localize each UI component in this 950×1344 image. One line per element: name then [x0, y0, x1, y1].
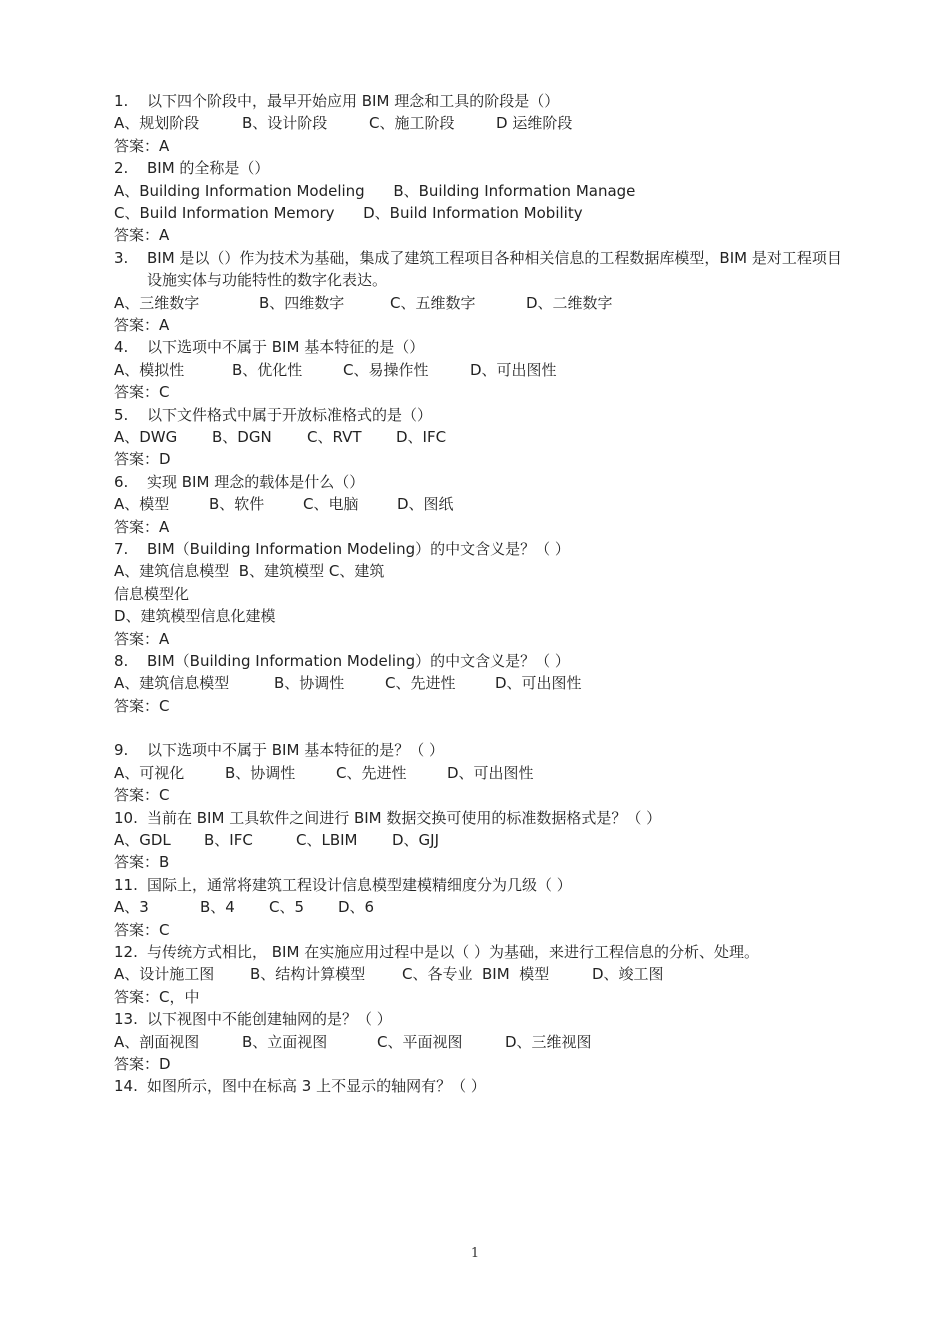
answer-line: 答案：A [114, 315, 170, 334]
option-d: D、二维数字 [526, 293, 613, 312]
question-text [114, 538, 854, 560]
question-stem: BIM 是以（）作为技术为基础，集成了建筑工程项目各种相关信息的工程数据库模型，BIM 是对工程项目设施实体与功能特性的数字化表达。 [147, 248, 842, 290]
question-block [114, 90, 854, 157]
option-b: B、4 [200, 898, 235, 917]
question-stem: 以下文件格式中属于开放标准格式的是（） [147, 405, 433, 424]
question-stem: 以下选项中不属于 BIM 基本特征的是（） [147, 338, 425, 357]
option-b: B、结构计算模型 [250, 965, 366, 984]
option-d: D 运维阶段 [496, 114, 573, 133]
question-text [114, 336, 854, 358]
question-number: 13. [114, 1010, 138, 1029]
question-block [114, 1008, 854, 1075]
question-stem: 国际上，通常将建筑工程设计信息模型建模精细度分为几级（ ） [147, 875, 572, 894]
option-row [114, 963, 854, 985]
option-d: D、GJJ [392, 831, 440, 850]
option-c: C、RVT [307, 427, 362, 446]
option-d: D、图纸 [397, 495, 454, 514]
question-block [114, 941, 854, 1008]
question-number: 4. [114, 338, 129, 357]
answer-line: 答案：A [114, 226, 170, 245]
page-number: 1 [470, 1246, 480, 1261]
question-number: 14. [114, 1077, 138, 1096]
option-c: C、各专业 BIM 模型 [402, 965, 550, 984]
question-stem: 以下选项中不属于 BIM 基本特征的是？（ ） [147, 741, 444, 760]
answer-line: 答案：C，中 [114, 987, 200, 1006]
question-stem: 以下视图中不能创建轴网的是？（ ） [147, 1010, 392, 1029]
option-row [114, 493, 854, 515]
question-number: 1. [114, 92, 129, 110]
question-number: 10. [114, 808, 138, 827]
question-block [114, 874, 854, 941]
answer-line: 答案：C [114, 786, 170, 805]
answer-line: 答案：A [114, 136, 170, 155]
option-line: A、建筑信息模型 B、建筑模型 C、建筑 [114, 562, 385, 581]
option-d: D、可出图性 [495, 674, 582, 693]
question-number: 2. [114, 159, 129, 178]
option-a: A、DWG [114, 427, 178, 446]
option-d: D、三维视图 [505, 1032, 592, 1051]
answer-line: 答案：C [114, 920, 170, 939]
question-block [114, 807, 854, 874]
option-row [114, 762, 854, 784]
question-block [114, 1075, 854, 1097]
option-line: C、Build Information Memory D、Build Information Mobility [114, 203, 583, 222]
question-text [114, 874, 854, 896]
question-number: 8. [114, 651, 129, 670]
option-a: A、可视化 [114, 763, 185, 782]
question-text [114, 247, 854, 292]
option-d: D、可出图性 [447, 763, 534, 782]
option-a: A、GDL [114, 831, 171, 850]
question-number: 6. [114, 472, 129, 491]
question-text [114, 1008, 854, 1030]
option-c: C、先进性 [385, 674, 456, 693]
option-d: D、可出图性 [470, 360, 557, 379]
option-b: B、IFC [204, 831, 253, 850]
option-line: 信息模型化 [114, 584, 190, 603]
option-row [114, 359, 854, 381]
option-b: B、优化性 [232, 360, 303, 379]
question-stem: 与传统方式相比， BIM 在实施应用过程中是以（ ）为基础，来进行工程信息的分析、处理。 [147, 943, 759, 962]
option-row [114, 1031, 854, 1053]
option-line: A、Building Information Modeling B、Building Information Manage [114, 181, 636, 200]
question-number: 9. [114, 741, 129, 760]
question-block [114, 650, 854, 717]
question-block [114, 471, 854, 538]
answer-line: 答案：D [114, 450, 171, 469]
option-b: B、软件 [209, 495, 265, 514]
option-d: D、IFC [396, 427, 447, 446]
option-row [114, 672, 854, 694]
option-row [114, 896, 854, 918]
question-stem: 当前在 BIM 工具软件之间进行 BIM 数据交换可使用的标准数据格式是？（ ） [147, 808, 662, 827]
question-stem: BIM（Building Information Modeling）的中文含义是？（ ） [147, 539, 570, 558]
option-a: A、3 [114, 898, 149, 917]
question-number: 5. [114, 405, 129, 424]
question-block [114, 247, 854, 337]
option-b: B、四维数字 [259, 293, 345, 312]
question-text [114, 404, 854, 426]
option-row [114, 112, 854, 134]
option-b: B、DGN [212, 427, 272, 446]
option-c: C、5 [269, 898, 305, 917]
question-stem: BIM 的全称是（） [147, 159, 270, 178]
question-text [114, 739, 854, 761]
answer-line: 答案：B [114, 853, 170, 872]
question-text [114, 650, 854, 672]
question-text [114, 157, 854, 179]
option-a: A、模拟性 [114, 360, 185, 379]
question-stem: 如图所示，图中在标高 3 上不显示的轴网有？（ ） [147, 1077, 486, 1096]
answer-line: 答案：C [114, 383, 170, 402]
question-text [114, 1075, 854, 1097]
question-text [114, 90, 854, 112]
question-stem: 以下四个阶段中，最早开始应用 BIM 理念和工具的阶段是（） [147, 92, 560, 110]
option-row [114, 426, 854, 448]
option-line: D、建筑模型信息化建模 [114, 607, 276, 626]
option-c: C、平面视图 [377, 1032, 463, 1051]
option-a: A、建筑信息模型 [114, 674, 230, 693]
option-c: C、五维数字 [390, 293, 476, 312]
option-c: C、先进性 [336, 763, 407, 782]
option-d: D、竣工图 [592, 965, 664, 984]
answer-line: 答案：C [114, 696, 170, 715]
option-b: B、设计阶段 [242, 114, 328, 133]
option-b: B、协调性 [225, 763, 296, 782]
option-b: B、协调性 [274, 674, 345, 693]
option-c: C、施工阶段 [369, 114, 455, 133]
question-number: 12. [114, 943, 138, 962]
question-block [114, 404, 854, 471]
option-b: B、立面视图 [242, 1032, 328, 1051]
question-block [114, 336, 854, 403]
answer-line: 答案：A [114, 629, 170, 648]
question-text [114, 471, 854, 493]
question-block [114, 739, 854, 806]
option-d: D、6 [338, 898, 375, 917]
question-stem: BIM（Building Information Modeling）的中文含义是？（ ） [147, 651, 570, 670]
question-block [114, 538, 854, 650]
question-block [114, 157, 854, 247]
answer-line: 答案：D [114, 1055, 171, 1074]
option-a: A、三维数字 [114, 293, 200, 312]
option-a: A、规划阶段 [114, 114, 200, 133]
option-c: C、电脑 [303, 495, 359, 514]
option-a: A、剖面视图 [114, 1032, 200, 1051]
question-list [114, 90, 854, 1098]
answer-line: 答案：A [114, 517, 170, 536]
question-stem: 实现 BIM 理念的载体是什么（） [147, 472, 365, 491]
option-row [114, 829, 854, 851]
option-row [114, 292, 854, 314]
option-a: A、设计施工图 [114, 965, 215, 984]
question-number: 3. [114, 248, 129, 267]
option-a: A、模型 [114, 495, 170, 514]
blank-line [114, 717, 854, 739]
option-c: C、LBIM [296, 831, 358, 850]
question-text [114, 807, 854, 829]
question-text [114, 941, 854, 963]
question-number: 7. [114, 539, 129, 558]
question-number: 11. [114, 875, 138, 894]
option-c: C、易操作性 [343, 360, 429, 379]
